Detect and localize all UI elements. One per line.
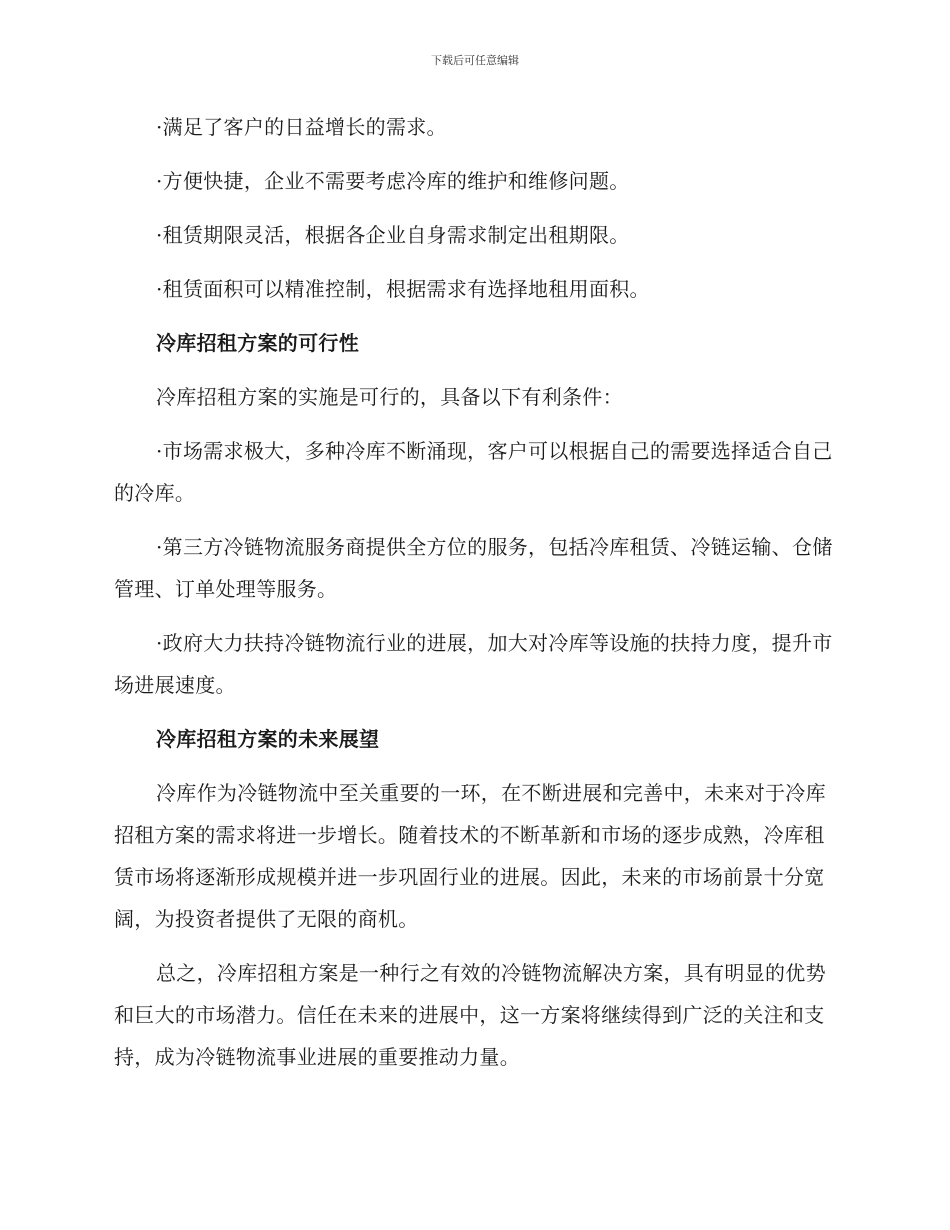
section-heading-outlook: 冷库招租方案的未来展望	[156, 727, 380, 751]
conclusion-paragraph: 总之，冷库招租方案是一种行之有效的冷链物流解决方案，具有明显的优势和巨大的市场潜力。信任在未来的进展中，这一方案将继续得到广泛的关注和支持，成为冷链物流事业进展的重要推动力量。	[114, 961, 826, 1069]
bullet-item: ·租赁期限灵活，根据各企业自身需求制定出租期限。	[156, 223, 630, 247]
bullet-item: ·政府大力扶持冷链物流行业的进展，加大对冷库等设施的扶持力度，提升市场进展速度。	[114, 631, 833, 697]
bullet-item: ·市场需求极大，多种冷库不断涌现，客户可以根据自己的需要选择适合自己的冷库。	[114, 439, 833, 505]
feasibility-intro: 冷库招租方案的实施是可行的，具备以下有利条件：	[156, 385, 623, 409]
bullet-item: ·租赁面积可以精准控制，根据需求有选择地租用面积。	[156, 277, 650, 301]
bullet-item: ·满足了客户的日益增长的需求。	[156, 115, 447, 139]
outlook-paragraph: 冷库作为冷链物流中至关重要的一环，在不断进展和完善中，未来对于冷库招租方案的需求将进一步增长。随着技术的不断革新和市场的逐步成熟，冷库租赁市场将逐渐形成规模并进一步巩固行业的进展。因此，未来的市场前景十分宽阔，为投资者提供了无限的商机。	[114, 781, 826, 931]
bullet-item: ·方便快捷，企业不需要考虑冷库的维护和维修问题。	[156, 169, 630, 193]
bullet-item: ·第三方冷链物流服务商提供全方位的服务，包括冷库租赁、冷链运输、仓储管理、订单处理等服务。	[114, 535, 833, 601]
page-header: 下载后可任意编辑	[431, 54, 519, 67]
section-heading-feasibility: 冷库招租方案的可行性	[156, 331, 359, 355]
document-body	[114, 106, 834, 1090]
